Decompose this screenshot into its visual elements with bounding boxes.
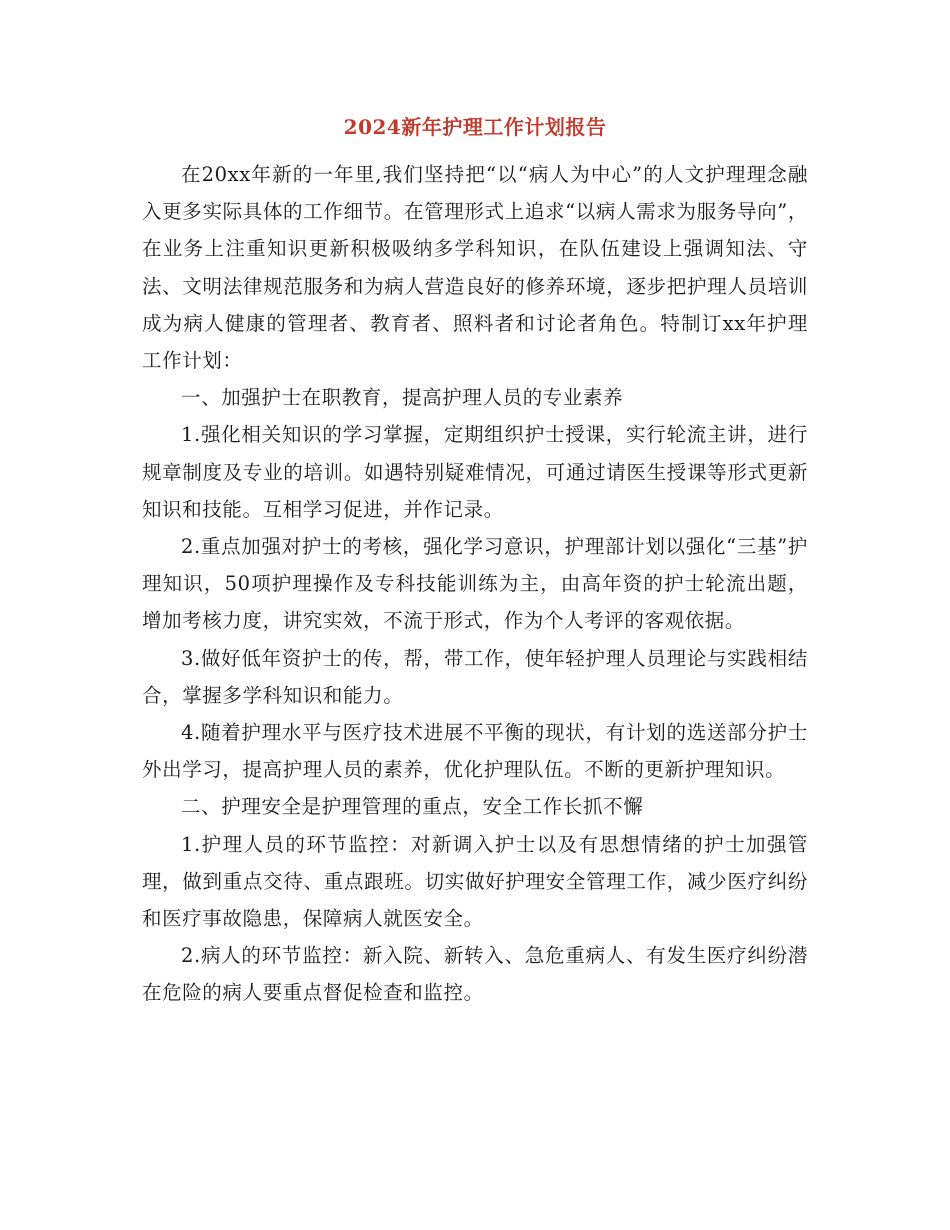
section-heading-1: 一、加强护士在职教育，提高护理人员的专业素养 [181,386,624,410]
paragraph-1-1: 1.强化相关知识的学习掌握，定期组织护士授课，实行轮流主讲，进行规章制度及专业的培训。如遇特别疑难情况，可通过请医生授课等形式更新知识和技能。互相学习促进，并作记录。 [142,423,808,521]
paragraph-1-4: 4.随着护理水平与医疗技术进展不平衡的现状，有计划的选送部分护士外出学习，提高护理人员的素养，优化护理队伍。不断的更新护理知识。 [142,721,808,782]
paragraph-2-1: 1.护理人员的环节监控：对新调入护士以及有思想情绪的护士加强管理，做到重点交待、重点跟班。切实做好护理安全管理工作，减少医疗纠纷和医疗事故隐患，保障病人就医安全。 [142,832,808,931]
paragraph-2-2: 2.病人的环节监控：新入院、新转入、急危重病人、有发生医疗纠纷潜在危险的病人要重点督促检查和监控。 [142,944,808,1005]
section-heading-2: 二、护理安全是护理管理的重点，安全工作长抓不懈 [181,795,644,819]
document-title: 2024新年护理工作计划报告 [343,115,607,139]
paragraph-intro: 在20xx年新的一年里,我们坚持把“以“病人为中心”的人文护理理念融入更多实际具体的工作细节。在管理形式上追求“以病人需求为服务导向”，在业务上注重知识更新积极吸纳多学科知识，在队伍建设上强调知法、守法、文明法律规范服务和为病人营造良好的修养环境，逐步把护理人员培训成为病人健康的管理者、教育者、照料者和讨论者角色。特制订xx年护理工作计划： [142,163,808,373]
paragraph-1-2: 2.重点加强对护士的考核，强化学习意识，护理部计划以强化“三基”护理知识，50项护理操作及专科技能训练为主，由高年资的护士轮流出题，增加考核力度，讲究实效，不流于形式，作为个人考评的客观依据。 [142,535,808,633]
paragraph-1-3: 3.做好低年资护士的传，帮，带工作，使年轻护理人员理论与实践相结合，掌握多学科知识和能力。 [142,646,808,707]
document-body [142,156,808,1012]
